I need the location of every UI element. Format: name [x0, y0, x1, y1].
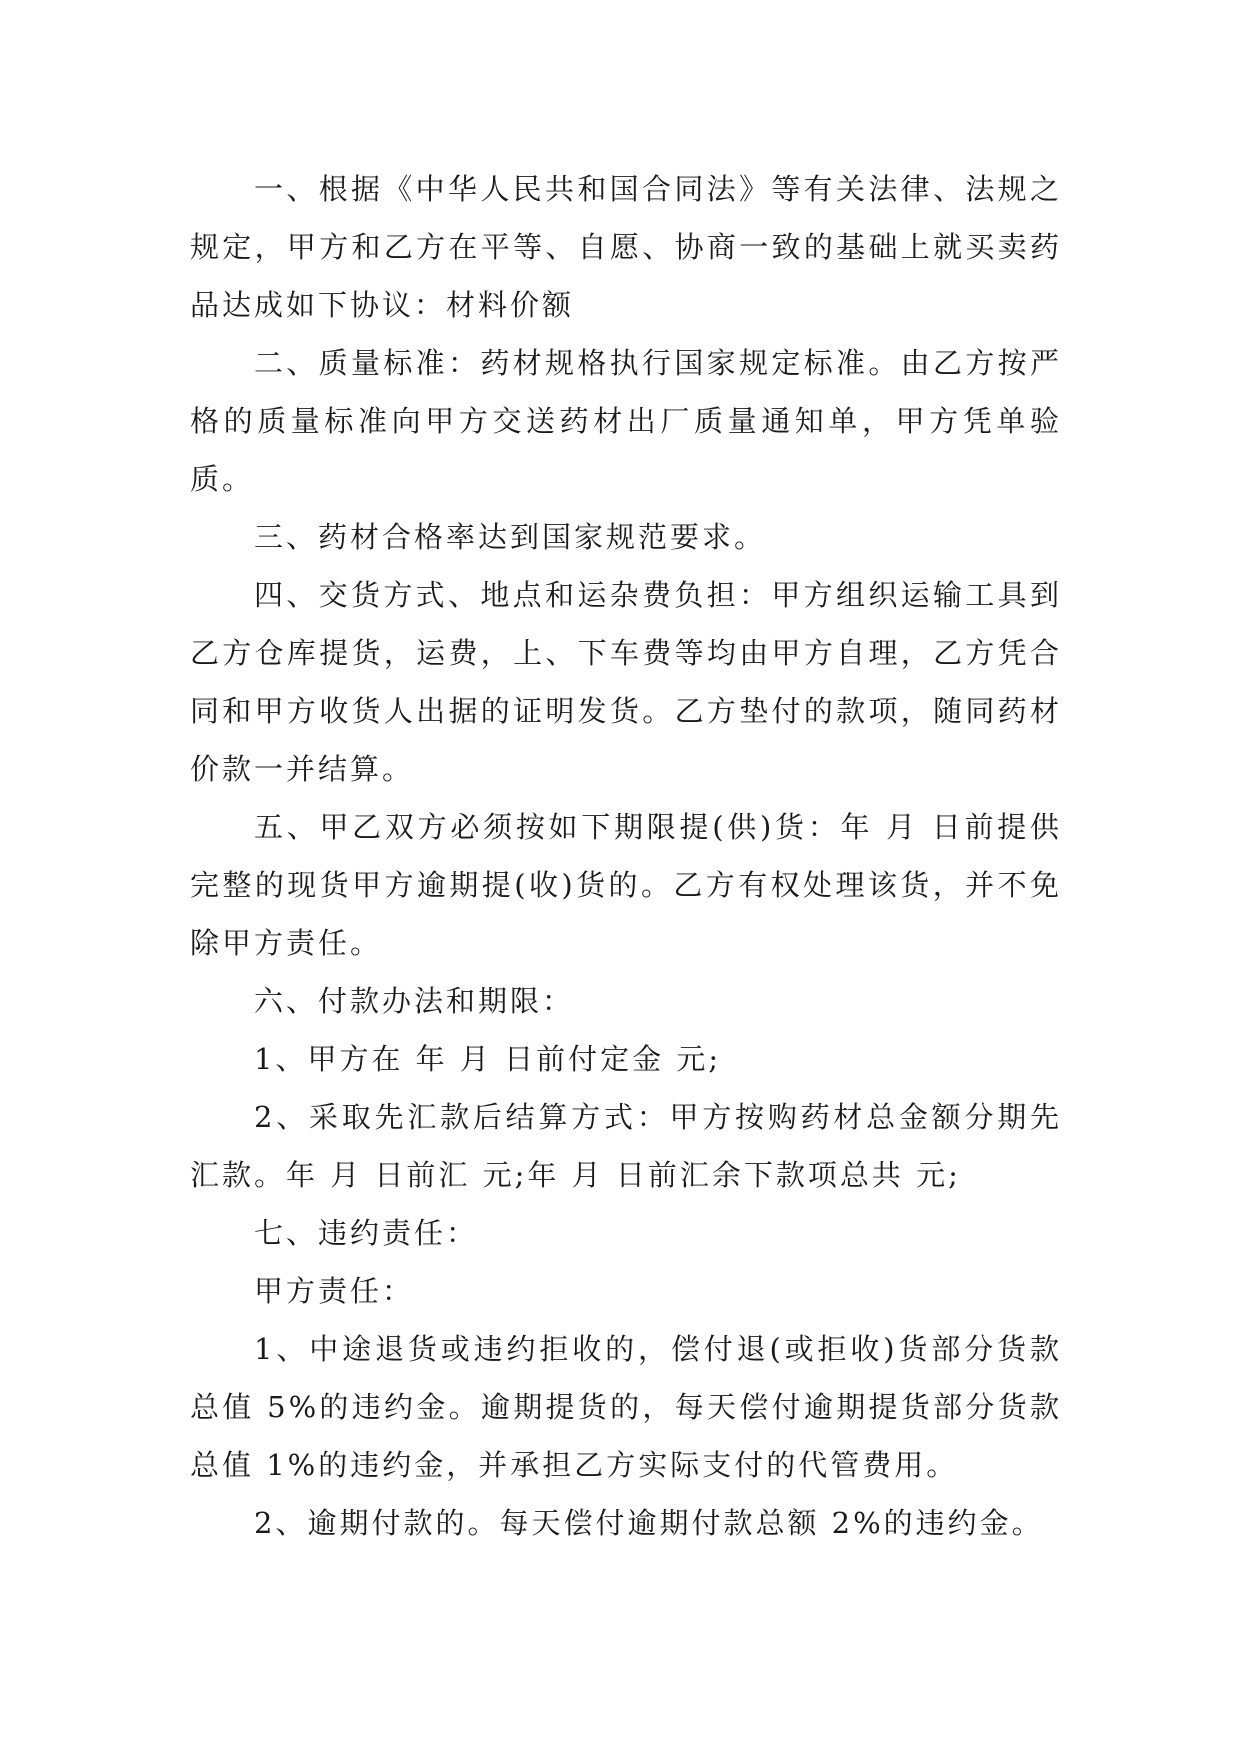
clause-3-pass-rate-paragraph: 三、药材合格率达到国家规范要求。	[254, 520, 767, 554]
clause-2-quality-paragraph: 二、质量标准：药材规格执行国家规定标准。由乙方按严格的质量标准向甲方交送药材出厂质量通知单，甲方凭单验质。	[190, 346, 1062, 496]
party-a-liability-heading: 甲方责任：	[254, 1274, 415, 1308]
clause-7-liability-heading: 七、违约责任：	[254, 1216, 479, 1250]
document-body	[190, 160, 1062, 1552]
payment-item-2: 2、采取先汇款后结算方式：甲方按购药材总金额分期先汇款。年 月 日前汇 元;年 月 日前汇余下款项总共 元;	[190, 1100, 1062, 1192]
clause-1-paragraph: 一、根据《中华人民共和国合同法》等有关法律、法规之规定，甲方和乙方在平等、自愿、协商一致的基础上就买卖药品达成如下协议：材料价额	[190, 172, 1062, 322]
payment-item-1: 1、甲方在 年 月 日前付定金 元;	[254, 1042, 722, 1076]
clause-4-delivery-paragraph: 四、交货方式、地点和运杂费负担：甲方组织运输工具到乙方仓库提货，运费，上、下车费等均由甲方自理，乙方凭合同和甲方收货人出据的证明发货。乙方垫付的款项，随同药材价款一并结算。	[190, 578, 1062, 786]
clause-5-deadline-paragraph: 五、甲乙双方必须按如下期限提(供)货：年 月 日前提供完整的现货甲方逾期提(收)货的。乙方有权处理该货，并不免除甲方责任。	[190, 810, 1062, 960]
liability-item-2: 2、逾期付款的。每天偿付逾期付款总额 2%的违约金。	[254, 1506, 1044, 1540]
liability-item-1: 1、中途退货或违约拒收的，偿付退(或拒收)货部分货款总值 5%的违约金。逾期提货的，每天偿付逾期提货部分货款总值 1%的违约金，并承担乙方实际支付的代管费用。	[190, 1332, 1062, 1482]
clause-6-payment-heading: 六、付款办法和期限：	[254, 984, 575, 1018]
